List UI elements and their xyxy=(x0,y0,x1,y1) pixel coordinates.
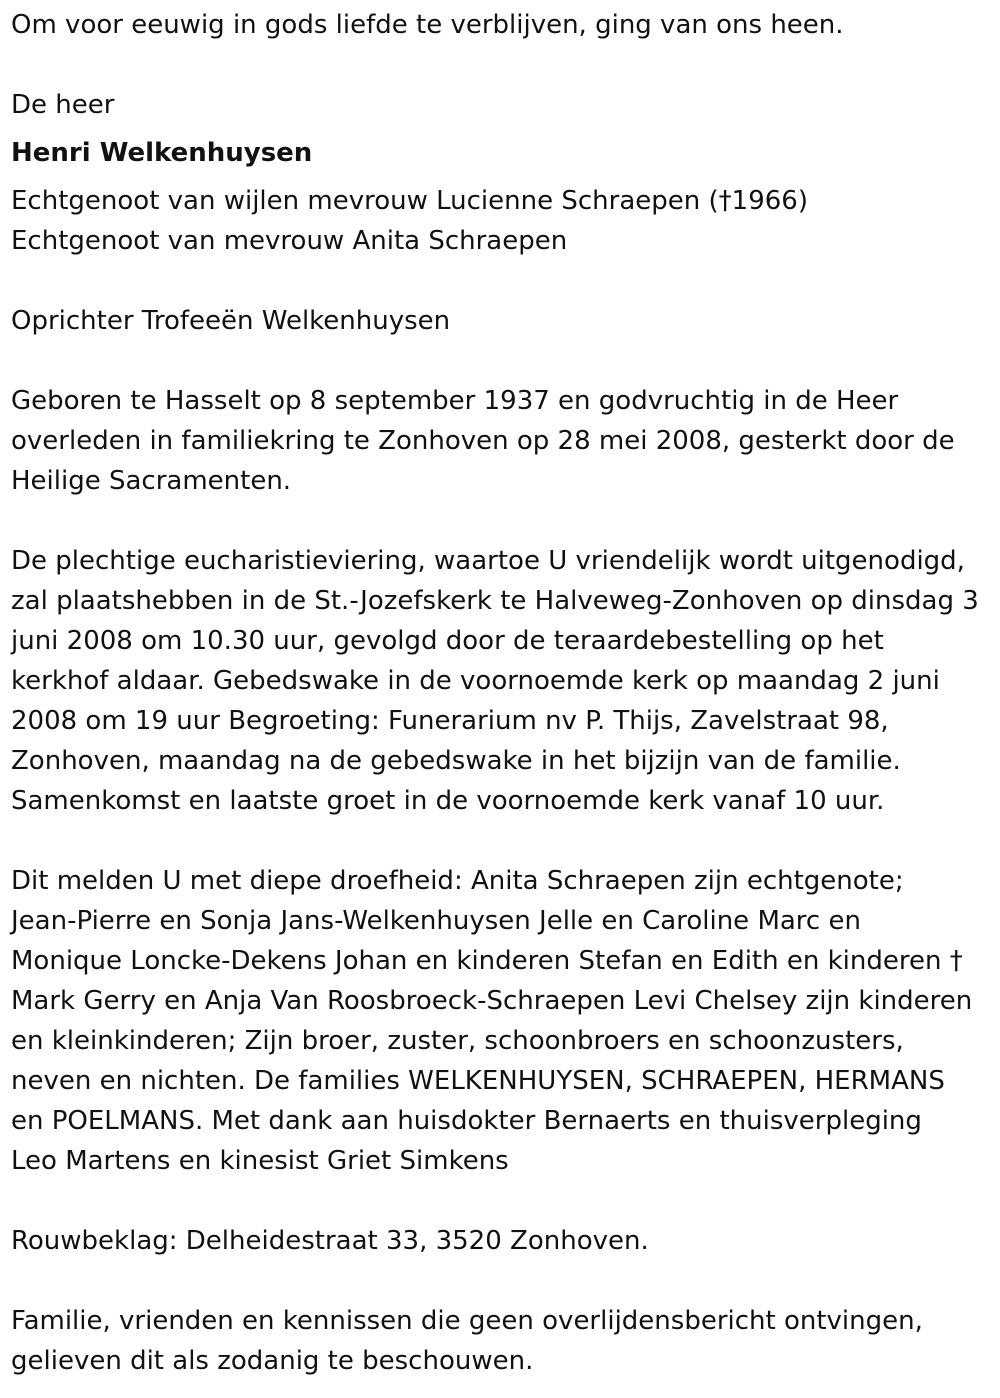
paragraph-line: Mark Gerry en Anja Van Roosbroeck-Schraepen Levi Chelsey zijn kinderen xyxy=(11,986,973,1016)
paragraph-line: kerkhof aldaar. Gebedswake in de voornoemde kerk op maandag 2 juni xyxy=(11,666,940,696)
spouse-line-1 xyxy=(11,181,988,221)
spacer xyxy=(11,173,988,181)
paragraph-line: Leo Martens en kinesist Griet Simkens xyxy=(11,1146,509,1176)
paragraph-line: Heilige Sacramenten. xyxy=(11,466,292,496)
spacer xyxy=(11,501,988,541)
paragraph-line: gelieven dit als zodanig te beschouwen. xyxy=(11,1346,534,1376)
founder-title: Oprichter Trofeeën Welkenhuysen xyxy=(11,306,451,336)
spacer xyxy=(11,261,988,301)
paragraph-line: Samenkomst en laatste groet in de voornoemde kerk vanaf 10 uur. xyxy=(11,786,885,816)
paragraph-line: Dit melden U met diepe droefheid: Anita Schraepen zijn echtgenote; xyxy=(11,866,904,896)
intro-line: Om voor eeuwig in gods liefde te verblijven, ging van ons heen. xyxy=(11,10,844,40)
ceremony-paragraph xyxy=(11,541,988,821)
paragraph-line: en POELMANS. Met dank aan huisdokter Bernaerts en thuisverpleging xyxy=(11,1106,922,1136)
spouse-1-suffix: 1966) xyxy=(731,186,808,216)
salutation: De heer xyxy=(11,90,115,120)
paragraph-line: Monique Loncke-Dekens Johan en kinderen Stefan en Edith en kinderen † xyxy=(11,946,963,976)
spacer xyxy=(11,45,988,85)
paragraph-line: neven en nichten. De families WELKENHUYSEN, SCHRAEPEN, HERMANS xyxy=(11,1066,945,1096)
birth-death-paragraph xyxy=(11,381,988,501)
spacer xyxy=(11,1181,988,1221)
condolence-address: Rouwbeklag: Delheidestraat 33, 3520 Zonhoven. xyxy=(11,1226,649,1256)
paragraph-line: zal plaatshebben in de St.-Jozefskerk te Halveweg-Zonhoven op dinsdag 3 xyxy=(11,586,979,616)
closing-paragraph xyxy=(11,1301,988,1381)
spacer xyxy=(11,341,988,381)
spacer xyxy=(11,125,988,133)
family-paragraph xyxy=(11,861,988,1181)
paragraph-line: en kleinkinderen; Zijn broer, zuster, schoonbroers en schoonzusters, xyxy=(11,1026,904,1056)
paragraph-line: juni 2008 om 10.30 uur, gevolgd door de teraardebestelling op het xyxy=(11,626,884,656)
spouse-line-2: Echtgenoot van mevrouw Anita Schraepen xyxy=(11,226,568,256)
paragraph-line: Jean-Pierre en Sonja Jans-Welkenhuysen Jelle en Caroline Marc en xyxy=(11,906,861,936)
spouse-1-prefix: Echtgenoot van wijlen mevrouw Lucienne Schraepen ( xyxy=(11,186,719,216)
deceased-name: Henri Welkenhuysen xyxy=(11,138,313,168)
paragraph-line: Familie, vrienden en kennissen die geen overlijdensbericht ontvingen, xyxy=(11,1306,923,1336)
paragraph-line: Geboren te Hasselt op 8 september 1937 en godvruchtig in de Heer xyxy=(11,386,899,416)
spacer xyxy=(11,1261,988,1301)
paragraph-line: De plechtige eucharistieviering, waartoe U vriendelijk wordt uitgenodigd, xyxy=(11,546,965,576)
spacer xyxy=(11,821,988,861)
paragraph-line: 2008 om 19 uur Begroeting: Funerarium nv P. Thijs, Zavelstraat 98, xyxy=(11,706,889,736)
paragraph-line: overleden in familiekring te Zonhoven op 28 mei 2008, gesterkt door de xyxy=(11,426,955,456)
cross-icon: † xyxy=(718,186,732,216)
paragraph-line: Zonhoven, maandag na de gebedswake in het bijzijn van de familie. xyxy=(11,746,901,776)
